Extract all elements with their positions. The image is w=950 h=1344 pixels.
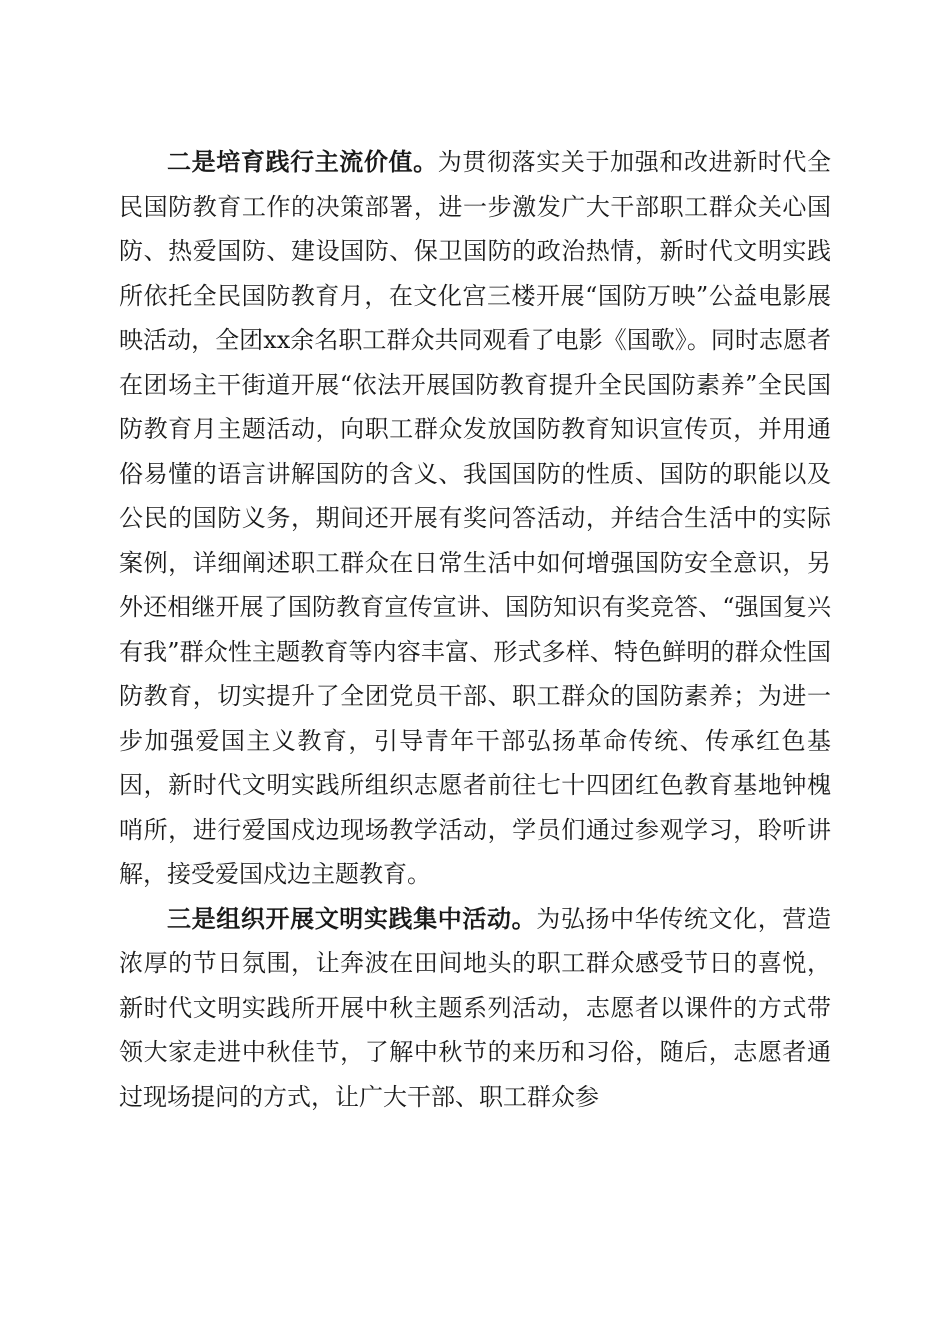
document-body [119, 140, 831, 1119]
paragraph-body-text: 为贯彻落实关于加强和改进新时代全民国防教育工作的决策部署，进一步激发广大干部职工群众关心国防、热爱国防、建设国防、保卫国防的政治热情，新时代文明实践所依托全民国防教育月，在文化宫三楼开展“国防万映”公益电影展映活动，全团xx余名职工群众共同观看了电影《国歌》。同时志愿者在团场主干街道开展“依法开展国防教育提升全民国防素养”全民国防教育月主题活动，向职工群众发放国防教育知识宣传页，并用通俗易懂的语言讲解国防的含义、我国国防的性质、国防的职能以及公民的国防义务，期间还开展有奖问答活动，并结合生活中的实际案例，详细阐述职工群众在日常生活中如何增强国防安全意识，另外还相继开展了国防教育宣传宣讲、国防知识有奖竞答、“强国复兴有我”群众性主题教育等内容丰富、形式多样、特色鲜明的群众性国防教育，切实提升了全团党员干部、职工群众的国防素养；为进一步加强爱国主义教育，引导青年干部弘扬革命传统、传承红色基因，新时代文明实践所组织志愿者前往七十四团红色教育基地钟槐哨所，进行爱国戍边现场教学活动，学员们通过参观学习，聆听讲解，接受爱国戍边主题教育。 [119, 148, 832, 888]
paragraph-lead-heading: 二是培育践行主流价值。 [167, 147, 438, 176]
paragraph-national-defense-education [119, 140, 831, 897]
paragraph-lead-heading: 三是组织开展文明实践集中活动。 [167, 903, 537, 933]
paragraph-civilization-practice-activities [119, 897, 831, 1120]
paragraph-body-text: 为弘扬中华传统文化，营造浓厚的节日氛围，让奔波在田间地头的职工群众感受节日的喜悦，新时代文明实践所开展中秋主题系列活动，志愿者以课件的方式带领大家走进中秋佳节，了解中秋节的来历和习俗，随后，志愿者通过现场提问的方式，让广大干部、职工群众参 [119, 904, 832, 1111]
